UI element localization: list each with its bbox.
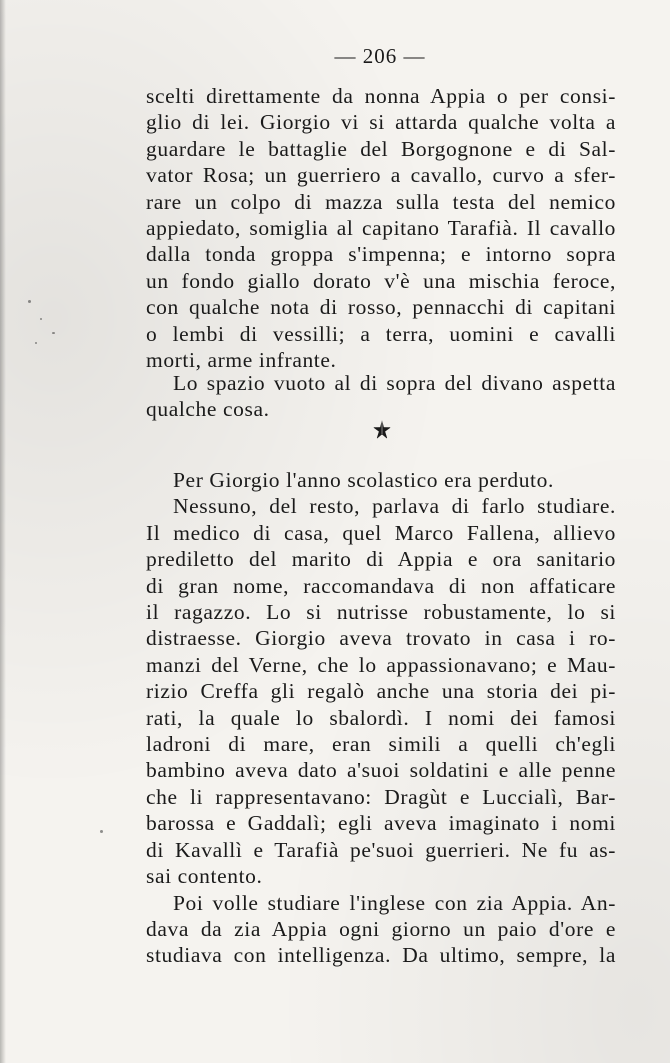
page-number: — 206 —: [334, 44, 426, 68]
text-line: studiava con intelligenza. Da ultimo, sempre, la: [146, 943, 616, 968]
text-line: sai contento.: [146, 864, 263, 889]
text-line: di Kavallì e Tarafià pe'suoi guerrieri. Ne fu as-: [146, 837, 616, 862]
text-line: Lo spazio vuoto al di sopra del divano aspetta: [173, 371, 616, 395]
paragraph-2: [146, 370, 616, 423]
text-line: glio di lei. Giorgio vi si attarda qualche volta a: [146, 110, 616, 135]
scan-speck: [28, 300, 31, 303]
paragraph-3: [146, 467, 616, 890]
text-line: bambino aveva dato a'suoi soldatini e alle penne: [146, 758, 616, 783]
text-block-middle: [146, 370, 616, 423]
text-line: dava da zia Appia ogni giorno un paio d'ore e: [146, 916, 616, 941]
scan-speck: [100, 830, 103, 833]
text-line: Per Giorgio l'anno scolastico era perduto.: [173, 468, 554, 492]
text-line: qualche cosa.: [146, 397, 270, 422]
text-line: dalla tonda groppa s'impenna; e intorno sopra: [146, 242, 616, 267]
text-line: scelti direttamente da nonna Appia o per consi-: [146, 84, 616, 108]
paragraph-1: [146, 83, 616, 373]
text-line: un fondo giallo dorato v'è una mischia feroce,: [146, 268, 616, 293]
text-line: il ragazzo. Lo si nutrisse robustamente, lo si: [146, 600, 616, 625]
text-block-bottom: [146, 467, 616, 969]
text-line: Nessuno, del resto, parlava di farlo studiare.: [173, 494, 616, 519]
scan-speck: [52, 332, 55, 334]
text-line: o lembi di vessilli; a terra, uomini e cavalli: [146, 321, 616, 346]
text-line: Il medico di casa, quel Marco Fallena, allievo: [146, 520, 616, 545]
text-line: rizio Creffa gli regalò anche una storia dei pi-: [146, 679, 616, 704]
text-line: che li rappresentavano: Dragùt e Luccialì, Bar-: [146, 784, 616, 809]
text-line: Poi volle studiare l'inglese con zia Appia. An-: [173, 890, 616, 915]
text-line: distraesse. Giorgio aveva trovato in casa i ro-: [146, 626, 616, 651]
text-line: morti, arme infrante.: [146, 348, 337, 373]
text-line: rati, la quale lo sbalordì. I nomi dei famosi: [146, 705, 616, 730]
text-line: di gran nome, raccomandava di non affaticare: [146, 573, 616, 598]
text-line: appiedato, somiglia al capitano Tarafià. Il cavallo: [146, 216, 616, 241]
text-line: prediletto del marito di Appia e ora sanitario: [146, 547, 616, 572]
scan-speck: [40, 318, 42, 320]
text-line: ladroni di mare, eran simili a quelli ch'egli: [146, 732, 616, 757]
text-block-top: [146, 83, 616, 373]
text-line: barossa e Gaddalì; egli aveva imaginato i nomi: [146, 811, 616, 836]
page-binding-shadow: [0, 0, 6, 1063]
text-line: vator Rosa; un guerriero a cavallo, curvo a sfer-: [146, 163, 616, 188]
text-line: rare un colpo di mazza sulla testa del nemico: [146, 189, 616, 214]
text-line: con qualche nota di rosso, pennacchi di capitani: [146, 295, 616, 320]
paragraph-4: [146, 890, 616, 969]
text-line: guardare le battaglie del Borgognone e di Sal-: [146, 136, 616, 161]
text-line: manzi del Verne, che lo appassionavano; e Mau-: [146, 652, 616, 677]
scan-speck: [35, 342, 37, 344]
asterism-star-icon: [372, 420, 392, 440]
